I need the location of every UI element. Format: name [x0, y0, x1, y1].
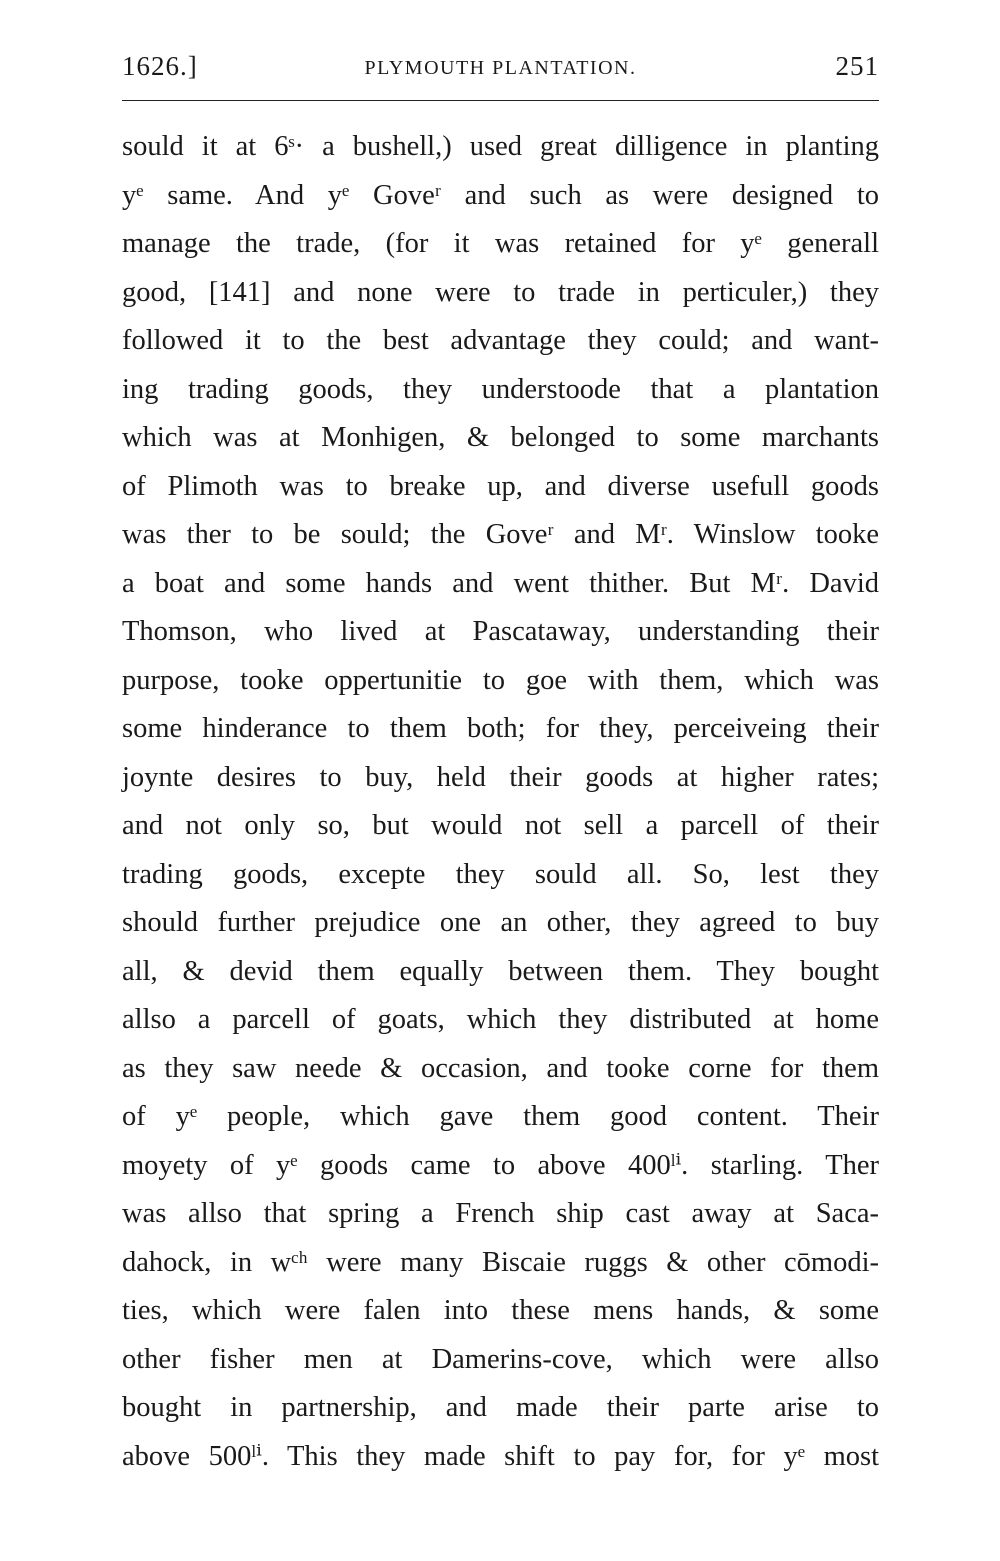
book-page: [122, 46, 879, 1481]
text-line: yᵉ same. And yᵉ Goveʳ and such as were designed to: [122, 179, 879, 211]
text-line: trading goods, excepte they sould all. So, lest they: [122, 858, 879, 890]
running-head-year: 1626.]: [122, 51, 198, 81]
text-line: a boat and some hands and went thither. But Mʳ. David: [122, 567, 879, 599]
text-line: moyety of yᵉ goods came to above 400ˡⁱ. starling. Ther: [122, 1149, 879, 1181]
text-line: above 500ˡⁱ. This they made shift to pay for, for yᵉ most: [122, 1440, 879, 1472]
text-line: was allso that spring a French ship cast away at Saca-: [122, 1198, 879, 1229]
text-line: ing trading goods, they understoode that a plantation: [122, 373, 879, 405]
text-line: bought in partnership, and made their parte arise to: [122, 1392, 879, 1423]
text-line: which was at Monhigen, & belonged to some marchants: [122, 422, 879, 453]
text-line: should further prejudice one an other, they agreed to buy: [122, 907, 879, 938]
text-line: good, [141] and none were to trade in perticuler,) they: [122, 276, 879, 308]
running-head-title: PLYMOUTH PLANTATION.: [364, 57, 637, 79]
text-line: joynte desires to buy, held their goods at higher rates;: [122, 761, 879, 793]
text-line: Thomson, who lived at Pascataway, understanding their: [122, 616, 879, 647]
text-line: and not only so, but would not sell a parcell of their: [122, 810, 879, 841]
text-line: other fisher men at Damerins-cove, which were allso: [122, 1343, 879, 1375]
running-head: [122, 46, 879, 86]
text-line: dahock, in wᶜʰ were many Biscaie ruggs & other cōmodi-: [122, 1246, 879, 1278]
text-line: sould it at 6ˢ· a bushell,) used great dilligence in planting: [122, 131, 879, 162]
text-line: of Plimoth was to breake up, and diverse usefull goods: [122, 470, 879, 502]
text-line: was ther to be sould; the Goveʳ and Mʳ. Winslow tooke: [122, 519, 879, 550]
header-rule: [122, 100, 879, 101]
text-line: purpose, tooke oppertunitie to goe with them, which was: [122, 664, 879, 696]
page-number: 251: [835, 51, 879, 81]
body-text: [122, 123, 879, 1481]
text-line: allso a parcell of goats, which they distributed at home: [122, 1004, 879, 1035]
text-line: of yᵉ people, which gave them good content. Their: [122, 1101, 879, 1132]
text-line: some hinderance to them both; for they, perceiveing their: [122, 713, 879, 744]
text-line: all, & devid them equally between them. They bought: [122, 955, 879, 987]
text-line: ties, which were falen into these mens hands, & some: [122, 1295, 879, 1326]
text-line: followed it to the best advantage they could; and want-: [122, 325, 879, 356]
text-line: manage the trade, (for it was retained for yᵉ generall: [122, 228, 879, 259]
text-line: as they saw neede & occasion, and tooke corne for them: [122, 1052, 879, 1084]
